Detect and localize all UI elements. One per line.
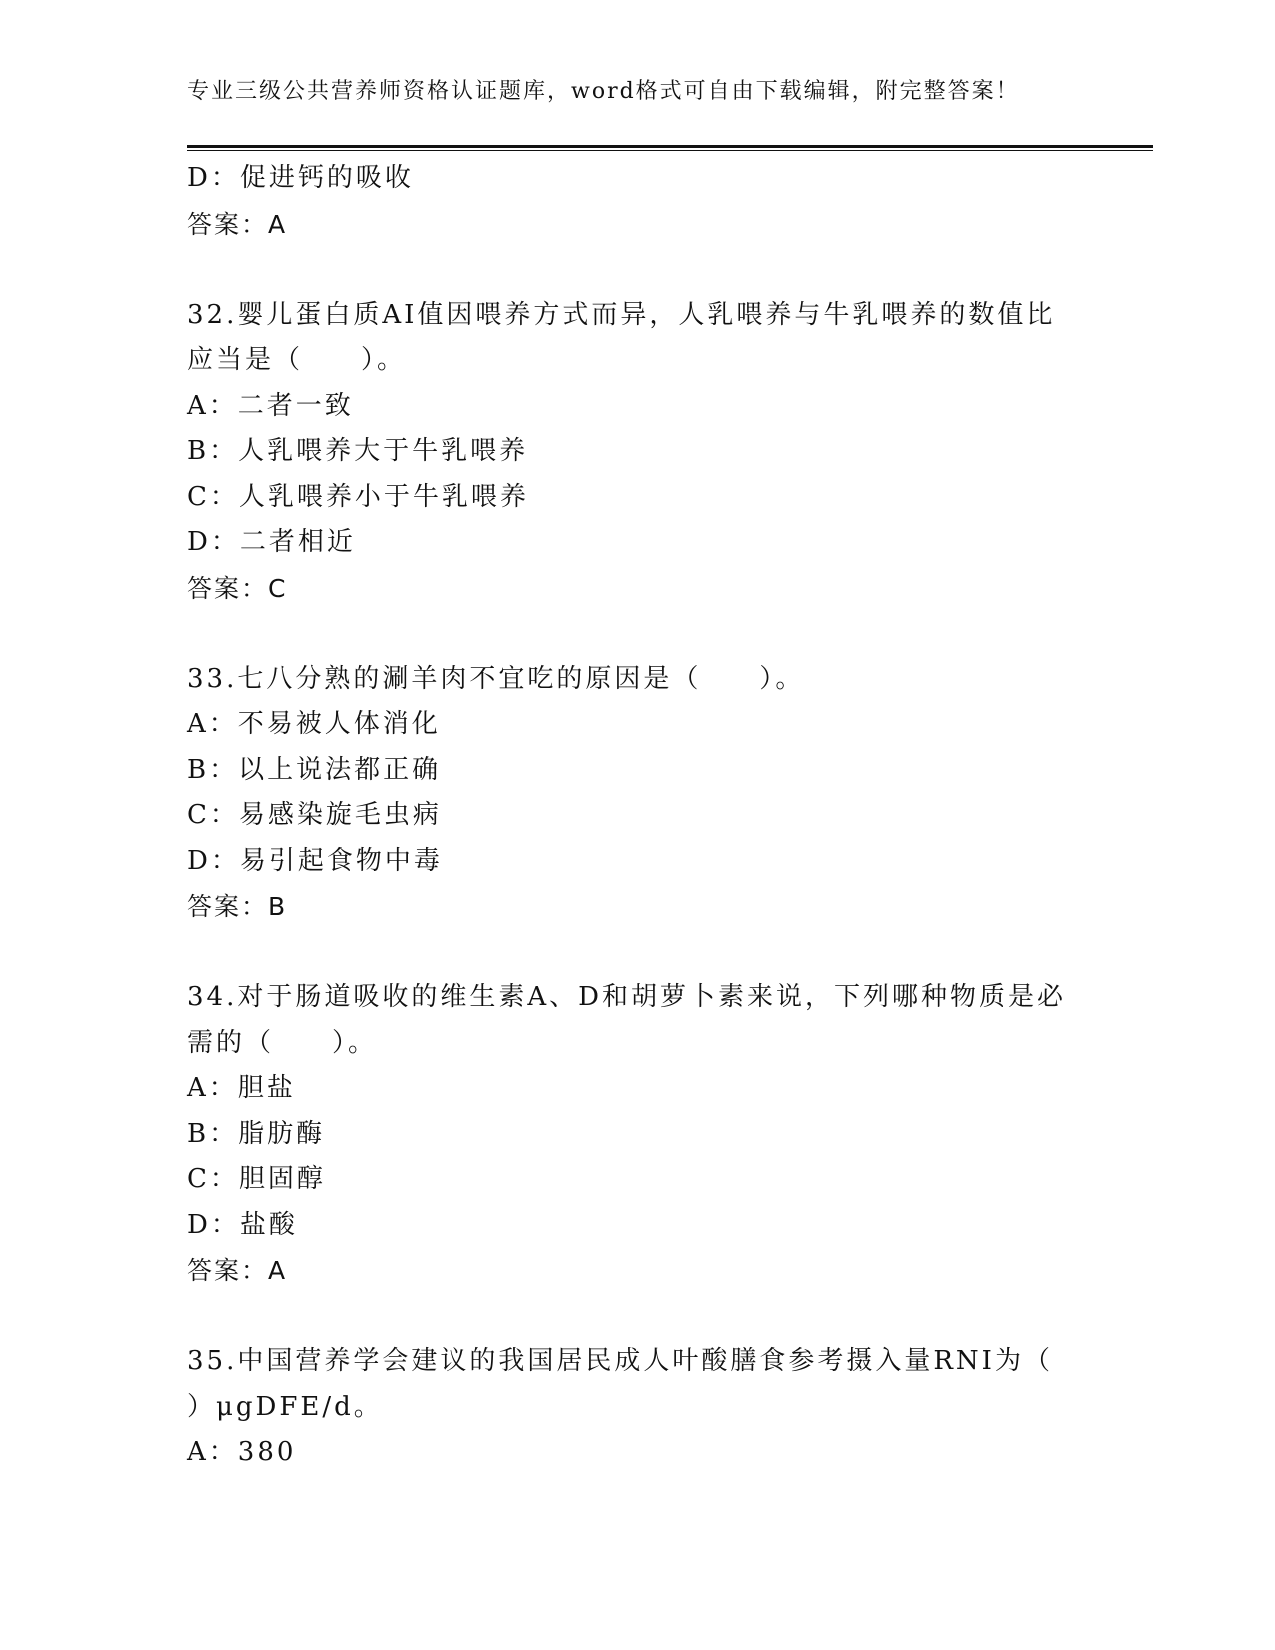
question-stem: 34.对于肠道吸收的维生素A、D和胡萝卜素来说，下列哪种物质是必 — [187, 982, 1066, 1012]
option-d: D：二者相近 — [187, 527, 356, 557]
question-32 — [187, 293, 1087, 612]
option-b: B：以上说法都正确 — [187, 754, 442, 785]
answer: 答案：B — [187, 892, 288, 921]
header-rule-thin — [187, 150, 1153, 151]
answer: 答案：A — [187, 1256, 288, 1285]
option-c: C：胆固醇 — [187, 1164, 326, 1194]
option-a: A：不易被人体消化 — [187, 709, 441, 739]
question-stem: 需的（ ）。 — [187, 1027, 378, 1058]
question-stem: 应当是（ ）。 — [187, 345, 407, 375]
option-a: A：380 — [187, 1437, 297, 1467]
answer: 答案：A — [187, 209, 288, 239]
question-stem: 32.婴儿蛋白质AI值因喂养方式而异，人乳喂养与牛乳喂养的数值比 — [187, 299, 1056, 330]
question-33 — [187, 657, 1087, 930]
option-d: D：易引起食物中毒 — [187, 845, 443, 876]
header-rule — [187, 145, 1153, 148]
question-stem: ）μgDFE/d。 — [187, 1391, 383, 1422]
question-stem: 35.中国营养学会建议的我国居民成人叶酸膳食参考摄入量RNI为（ — [187, 1346, 1053, 1376]
answer: 答案：C — [187, 573, 288, 603]
option-b: B：脂肪酶 — [187, 1118, 326, 1149]
option-a: A：二者一致 — [187, 390, 354, 421]
spacer — [187, 1294, 1087, 1340]
option-c: C：易感染旋毛虫病 — [187, 800, 442, 830]
page-header: 专业三级公共营养师资格认证题库，word格式可自由下载编辑，附完整答案！ — [187, 79, 1020, 104]
question-34 — [187, 975, 1087, 1294]
spacer — [187, 930, 1087, 976]
option-d: D：盐酸 — [187, 1209, 298, 1240]
option-a: A：胆盐 — [187, 1073, 296, 1103]
document-body — [187, 156, 1087, 1476]
question-35 — [187, 1339, 1087, 1476]
option-c: C：人乳喂养小于牛乳喂养 — [187, 481, 529, 512]
question-stem: 33.七八分熟的涮羊肉不宜吃的原因是（ ）。 — [187, 663, 805, 694]
spacer — [187, 611, 1087, 657]
spacer — [187, 247, 1087, 293]
option-d: D：促进钙的吸收 — [187, 163, 414, 193]
option-b: B：人乳喂养大于牛乳喂养 — [187, 436, 529, 466]
